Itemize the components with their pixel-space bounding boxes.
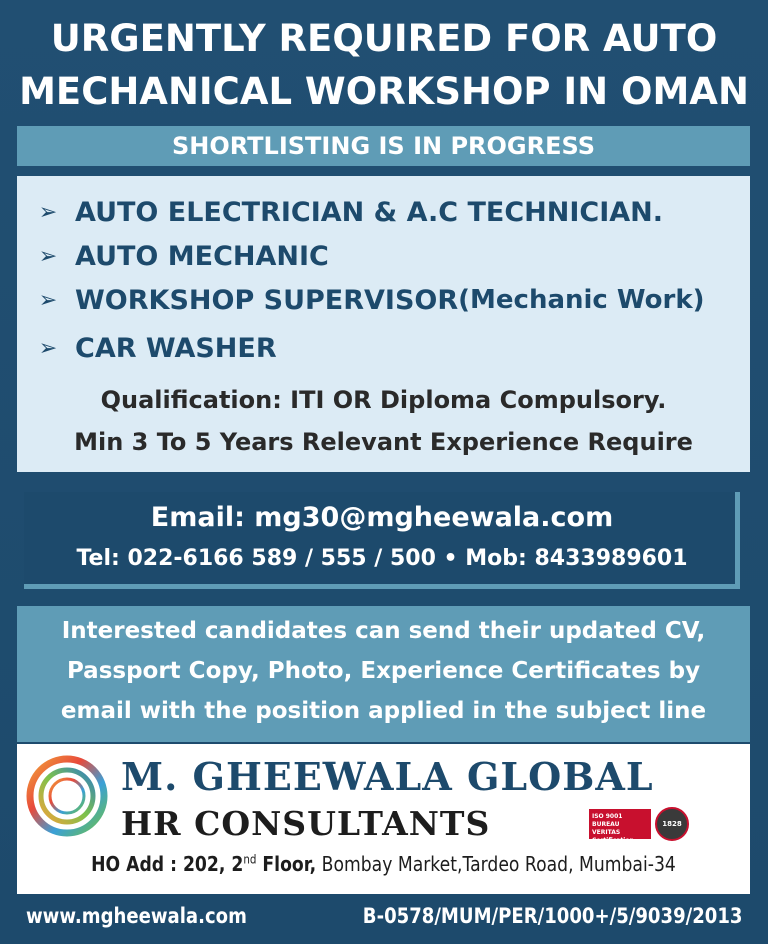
arrow-bullet-icon: ➢ — [38, 243, 58, 269]
arrow-bullet-icon: ➢ — [38, 335, 58, 361]
email-text: Email: mg30@mgheewala.com — [150, 502, 614, 533]
headline-line-2: MECHANICAL WORKSHOP IN OMAN — [19, 70, 749, 113]
address-sup: nd — [243, 852, 257, 867]
application-instructions — [17, 606, 750, 742]
job-item — [35, 236, 329, 276]
job-label: CAR WASHER — [75, 332, 277, 364]
phone-text: Tel: 022-6166 589 / 555 / 500 • Mob: 8433989601 — [76, 546, 688, 571]
gradient-ring-logo-icon — [25, 754, 109, 838]
headline-line-1: URGENTLY REQUIRED FOR AUTO — [50, 17, 718, 60]
company-footer — [17, 744, 750, 894]
company-subtitle: HR CONSULTANTS — [121, 804, 491, 843]
headline — [0, 12, 768, 118]
job-item — [35, 328, 277, 368]
website-link[interactable]: www.mgheewala.com — [26, 904, 247, 928]
address-prefix: HO Add : 202, 2 — [91, 852, 244, 876]
job-label: WORKSHOP SUPERVISOR — [75, 284, 459, 316]
bureau-veritas-badge-icon — [589, 804, 709, 844]
job-label: AUTO MECHANIC — [75, 240, 329, 272]
license-number: B-0578/MUM/PER/1000+/5/9039/2013 — [362, 904, 742, 928]
apply-line-1: Interested candidates can send their updated CV, — [61, 618, 706, 644]
cert-seal: 1828 — [655, 807, 689, 841]
arrow-bullet-icon: ➢ — [38, 287, 58, 313]
bottom-strip — [0, 896, 768, 944]
shortlisting-banner: SHORTLISTING IS IN PROGRESS — [17, 126, 750, 166]
job-item — [35, 280, 705, 320]
qualification-text: Qualification: ITI OR Diploma Compulsory. — [100, 386, 667, 414]
company-name: M. GHEEWALA GLOBAL — [121, 754, 654, 799]
jobs-panel — [17, 176, 750, 472]
apply-line-3: email with the position applied in the subject line — [60, 698, 707, 724]
address-floor: Floor, — [256, 852, 317, 876]
arrow-bullet-icon: ➢ — [38, 199, 58, 225]
job-label-suffix: (Mechanic Work) — [458, 285, 705, 315]
apply-line-2: Passport Copy, Photo, Experience Certificates by — [66, 658, 701, 684]
experience-text: Min 3 To 5 Years Relevant Experience Require — [74, 428, 693, 456]
cert-label: ISO 9001 BUREAU VERITAS Certification — [589, 809, 651, 839]
job-label: AUTO ELECTRICIAN & A.C TECHNICIAN. — [75, 196, 664, 228]
job-item — [35, 192, 663, 232]
address-rest: Bombay Market,Tardeo Road, Mumbai-34 — [316, 852, 676, 876]
head-office-address — [68, 852, 698, 876]
contact-panel — [24, 492, 740, 589]
